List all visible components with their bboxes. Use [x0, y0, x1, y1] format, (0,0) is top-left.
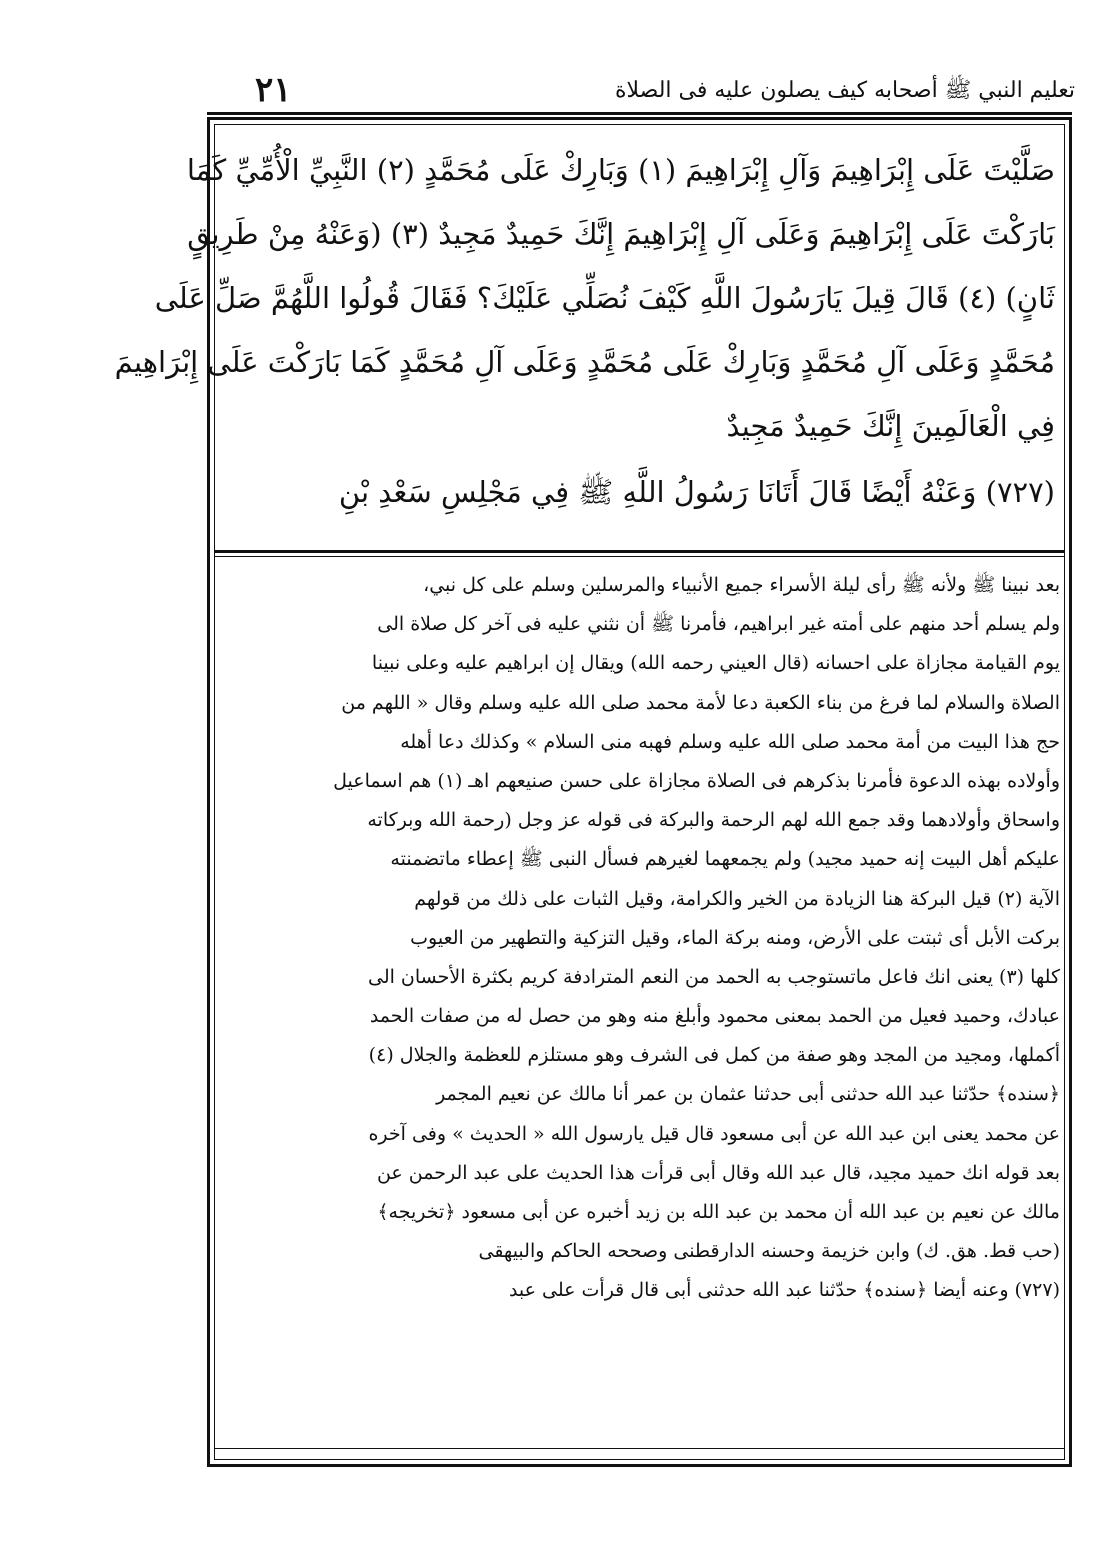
- section-divider-thin: [214, 556, 1065, 557]
- commentary-line: واسحاق وأولادهما وقد جمع الله لهم الرحمة والبركة فى قوله عز وجل (رحمة الله وبركاته: [367, 809, 1060, 832]
- page-number: ٢١: [255, 70, 292, 110]
- section-divider: [214, 550, 1065, 553]
- commentary-line: الآية (٢) قيل البركة هنا الزيادة من الخير والكرامة، وقيل الثبات على ذلك من قولهم: [414, 887, 1060, 910]
- commentary-line: كلها (٣) يعنى انك فاعل ماتستوجب به الحمد من النعم المترادفة كريم بكثرة الأحسان الى: [367, 965, 1060, 988]
- commentary-line: بعد نبينا ﷺ ولأنه ﷺ رأى ليلة الأسراء جميع الأنبياء والمرسلين وسلم على كل نبي،: [423, 574, 1060, 596]
- hadith-heading-line: (٧٢٧) وَعَنْهُ أَيْضًا قَالَ أَتَانَا رَسُولُ اللَّهِ ﷺ فِي مَجْلِسِ سَعْدِ بْنِ: [338, 475, 1055, 509]
- commentary-line: بعد قوله انك حميد مجيد، قال عبد الله وقال أبى قرأت هذا الحديث على عبد الرحمن عن: [376, 1161, 1060, 1184]
- commentary-line: يوم القيامة مجازاة على احسانه (قال العيني رحمه الله) ويقال إن ابراهيم عليه وعلى نبينا: [371, 652, 1060, 675]
- commentary-line: ﴿سنده﴾ حدّثنا عبد الله حدثنى أبى حدثنا عثمان بن عمر أنا مالك عن نعيم المجمر: [436, 1083, 1060, 1106]
- commentary-line: عليكم أهل البيت إنه حميد مجيد) ولم يجمعهما لغيرهم فسأل النبى ﷺ إعطاء ماتضمنته: [390, 848, 1060, 871]
- main-text-line: ثَانٍ) (٤) قَالَ قِيلَ يَارَسُولَ اللَّهِ كَيْفَ نُصَلِّي عَلَيْكَ؟ فَقَالَ قُولُوا اللَّهُمَّ صَلِّ عَلَى: [154, 281, 1055, 315]
- header-rule: [207, 112, 1072, 115]
- commentary-text: [220, 566, 1060, 1311]
- commentary-line: ولم يسلم أحد منهم على أمته غير ابراهيم، فأمرنا ﷺ أن نثني عليه فى آخر كل صلاة الى: [377, 613, 1060, 636]
- commentary-line: (٧٢٧) وعنه أيضا ﴿سنده﴾ حدّثنا عبد الله حدثنى أبى قال قرأت على عبد: [508, 1279, 1060, 1302]
- commentary-line: أكملها، ومجيد من المجد وهو صفة من كمل فى الشرف وهو مستلزم للعظمة والجلال (٤): [368, 1044, 1060, 1067]
- commentary-line: (حب قط. هق. ك) وابن خزيمة وحسنه الدارقطنى وصححه الحاكم والبيهقى: [478, 1240, 1060, 1263]
- commentary-line: بركت الأبل أى ثبتت على الأرض، ومنه بركة الماء، وقيل التزكية والتطهير من العيوب: [410, 926, 1060, 949]
- hadith-main-text: [114, 138, 1055, 522]
- main-text-line: صَلَّيْتَ عَلَى إِبْرَاهِيمَ وَآلِ إِبْرَاهِيمَ (١) وَبَارِكْ عَلَى مُحَمَّدٍ (٢) النَّبِيِّ الْأُمِّيِّ كَمَا: [186, 153, 1055, 187]
- main-text-line: بَارَكْتَ عَلَى إِبْرَاهِيمَ وَعَلَى آلِ إِبْرَاهِيمَ إِنَّكَ حَمِيدٌ مَجِيدٌ (٣) (وَعَنْهُ مِنْ طَرِيقٍ: [187, 217, 1055, 251]
- commentary-line: وأولاده بهذه الدعوة فأمرنا بذكرهم فى الصلاة مجازاة على حسن صنيعهم اهـ (١) هم اسماعيل: [333, 769, 1060, 792]
- page-header: [210, 70, 1100, 114]
- bottom-rule: [214, 1448, 1065, 1449]
- commentary-line: الصلاة والسلام لما فرغ من بناء الكعبة دعا لأمة محمد صلى الله عليه وسلم وقال « اللهم من: [341, 691, 1060, 714]
- main-text-line: فِي الْعَالَمِينَ إِنَّكَ حَمِيدٌ مَجِيدٌ: [726, 409, 1055, 443]
- running-title: تعليم النبي ﷺ أصحابه كيف يصلون عليه فى الصلاة: [614, 78, 1075, 103]
- commentary-line: عبادك، وحميد فعيل من الحمد بمعنى محمود وأبلغ منه وهو من حصل له من صفات الحمد: [369, 1005, 1060, 1028]
- commentary-line: حج هذا البيت من أمة محمد صلى الله عليه وسلم فهبه منى السلام » وكذلك دعا أهله: [400, 730, 1060, 753]
- commentary-line: عن محمد يعنى ابن عبد الله عن أبى مسعود قال قيل يارسول الله « الحديث » وفى آخره: [368, 1122, 1060, 1145]
- main-text-line: مُحَمَّدٍ وَعَلَى آلِ مُحَمَّدٍ وَبَارِكْ عَلَى مُحَمَّدٍ وَعَلَى آلِ مُحَمَّدٍ كَمَا بَارَكْتَ عَلَى إِبْرَاهِيمَ: [114, 345, 1055, 379]
- commentary-line: مالك عن نعيم بن عبد الله أن محمد بن عبد الله بن زيد أخبره عن أبى مسعود ﴿تخريجه﴾: [377, 1201, 1060, 1223]
